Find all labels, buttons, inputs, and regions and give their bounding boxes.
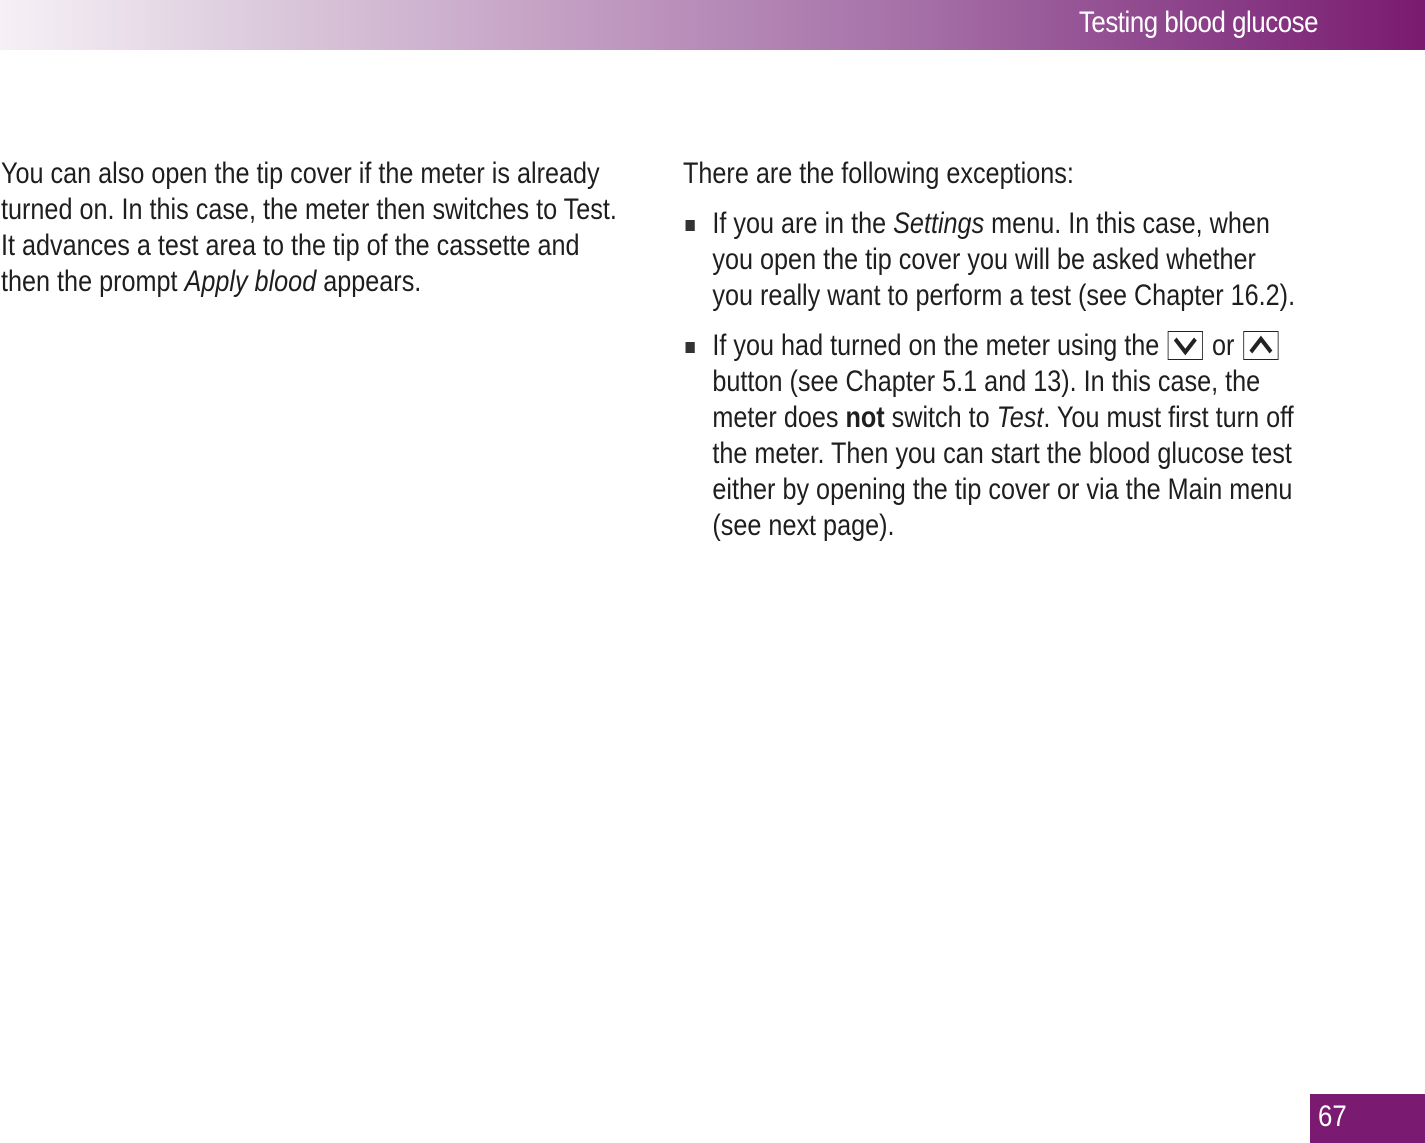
intro-line: There are the following exceptions: xyxy=(683,157,1074,190)
paragraph-line xyxy=(1,264,631,300)
text-run: meter does xyxy=(712,401,846,434)
page-number: 67 xyxy=(1318,1100,1347,1133)
bullet-line: (see next page). xyxy=(712,509,895,542)
bullet-line: you open the tip cover you will be asked whether xyxy=(712,243,1256,276)
paragraph-line: turned on. In this case, the meter then switches to Test. xyxy=(1,193,617,226)
header-bar xyxy=(0,0,1425,50)
page-number-box xyxy=(1310,1094,1425,1143)
bullet-line xyxy=(712,328,1338,364)
page-title: Testing blood glucose xyxy=(1078,6,1318,39)
paragraph-line: It advances a test area to the tip of the cassette and xyxy=(1,229,580,262)
chevron-up-icon xyxy=(1243,331,1278,360)
bullet-line xyxy=(712,400,1338,436)
text-run: or xyxy=(1204,329,1242,362)
text-run: menu. In this case, when xyxy=(984,207,1270,240)
left-column xyxy=(1,156,631,300)
italic-term-test: Test xyxy=(996,401,1044,434)
bullet-line xyxy=(712,206,1338,242)
bullet-line: either by opening the tip cover or via the Main menu xyxy=(712,473,1293,506)
chevron-down-icon xyxy=(1168,331,1203,360)
italic-term-apply-blood: Apply blood xyxy=(184,265,317,298)
italic-term-settings: Settings xyxy=(893,207,985,240)
right-column xyxy=(683,156,1338,544)
text-run: If you had turned on the meter using the xyxy=(712,329,1167,362)
text-run: If you are in the xyxy=(712,207,894,240)
text-run: appears. xyxy=(316,265,422,298)
text-run: . You must first turn off xyxy=(1043,401,1294,434)
bullet-item-buttons xyxy=(683,328,1338,544)
paragraph-line: You can also open the tip cover if the meter is already xyxy=(1,157,600,190)
bullet-line: button (see Chapter 5.1 and 13). In this case, the xyxy=(712,365,1261,398)
bullet-line: you really want to perform a test (see Chapter 16.2). xyxy=(712,279,1296,312)
square-bullet-icon xyxy=(686,342,695,353)
square-bullet-icon xyxy=(686,220,695,231)
bold-term-not: not xyxy=(845,401,885,434)
text-run: switch to xyxy=(884,401,997,434)
bullet-line: the meter. Then you can start the blood glucose test xyxy=(712,437,1292,470)
text-run: then the prompt xyxy=(1,265,185,298)
bullet-item-settings xyxy=(683,206,1338,314)
